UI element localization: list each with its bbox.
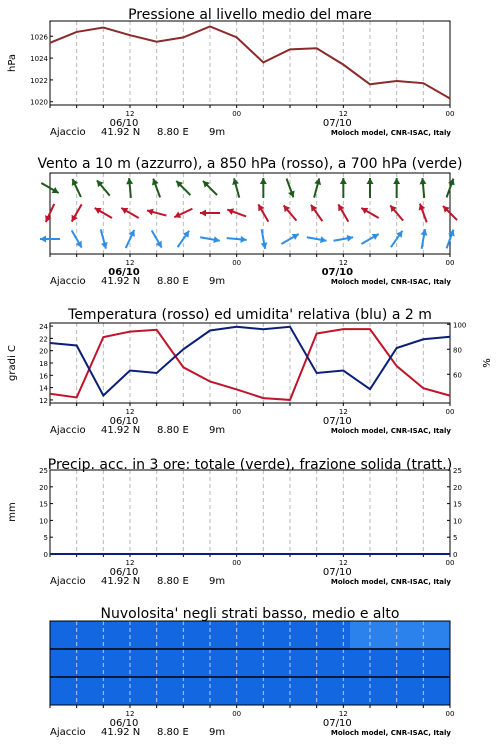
station-lat: 41.92 N [101,276,141,287]
panel-1 [7,7,454,138]
day-label: 06/10 [109,118,139,129]
arrow-head [101,242,108,249]
cloud-cell-medio [250,649,276,677]
station-name: Ajaccio [50,127,86,138]
cloud-cell-medio [125,649,151,677]
day-label: 06/10 [109,416,139,427]
y-tick-label: 15 [39,500,48,509]
y-tick-label-right: 5 [453,534,458,543]
station-name: Ajaccio [50,727,86,738]
station-name: Ajaccio [50,576,86,587]
cloud-cell-medio [50,649,76,677]
wind-arrow-700 [287,179,295,198]
cloud-cell-basso [125,677,151,705]
station-lon: 8.80 E [157,727,189,738]
humidity-line [50,327,450,396]
y-tick-label: 5 [43,534,48,543]
cloud-cell-basso [250,677,276,705]
model-credit: Moloch model, CNR-ISAC, Italy [330,729,451,737]
x-tick-label: 12 [338,408,348,416]
x-tick-label: 00 [232,110,242,118]
model-credit: Moloch model, CNR-ISAC, Italy [330,129,451,137]
cloud-cell-basso [325,677,351,705]
wind-arrow-700 [232,178,239,197]
plot-frame [50,470,450,554]
arrow-head [393,178,400,184]
y-axis-label-right: % [482,358,493,368]
wind-arrow-850 [338,204,348,221]
cloud-cell-alto [200,621,226,649]
cloud-cell-basso [200,677,226,705]
x-tick-label: 12 [125,408,135,416]
station-lat: 41.92 N [101,727,141,738]
cloud-cell-basso [425,677,451,705]
chart-title: Vento a 10 m (azzurro), a 850 hPa (rosso), a 700 hPa (verde) [37,156,463,172]
y-tick-label-right: 20 [453,483,462,492]
cloud-cell-alto [50,621,76,649]
cloud-cell-basso [175,677,201,705]
y-tick-label-right: 80 [453,346,462,355]
station-lon: 8.80 E [157,276,189,287]
chart-title: Nuvolosita' negli strati basso, medio e alto [100,606,400,622]
x-tick-label: 00 [445,559,455,567]
model-credit: Moloch model, CNR-ISAC, Italy [330,278,451,286]
y-tick-label: 24 [39,323,48,332]
x-tick-label: 12 [338,559,348,567]
y-axis-label: mm [7,502,18,522]
chart-title: Temperatura (rosso) ed umidita' relativa (blu) a 2 m [68,307,432,323]
station-name: Ajaccio [50,276,86,287]
arrow-head [200,210,206,217]
wind-arrow-700 [152,179,160,198]
cloud-cell-alto [275,621,301,649]
wind-arrow-10m [333,235,353,242]
y-tick-label: 1022 [30,76,48,85]
panel-2 [37,156,462,287]
y-tick-label: 1024 [30,55,48,64]
cloud-cell-medio [275,649,301,677]
model-credit: Moloch model, CNR-ISAC, Italy [330,578,451,586]
cloud-cell-alto [425,621,451,649]
x-tick-label: 12 [125,110,135,118]
wind-arrow-10m [261,229,268,249]
x-tick-label: 12 [125,710,135,718]
arrow-head [147,209,154,216]
y-tick-label: 16 [39,372,48,381]
cloud-cell-alto [350,621,376,649]
day-label: 06/10 [109,567,139,578]
x-tick-label: 00 [445,259,455,267]
cloud-cell-medio [325,649,351,677]
station-alt: 9m [209,425,226,436]
y-tick-label-right: 60 [453,371,462,380]
day-label: 06/10 [109,718,139,729]
plot-frame [50,21,450,105]
arrow-head [340,178,347,184]
cloud-cell-alto [175,621,201,649]
chart-title: Precip. acc. in 3 ore: totale (verde), frazione solida (tratt.) [47,457,453,473]
x-tick-label: 12 [125,559,135,567]
day-label: 06/10 [108,267,140,278]
x-tick-label: 00 [445,110,455,118]
x-tick-label: 00 [232,559,242,567]
x-tick-label: 00 [445,408,455,416]
cloud-cell-alto [125,621,151,649]
wind-arrow-700 [314,178,321,197]
cloud-cell-medio [150,649,176,677]
y-tick-label: 14 [39,384,48,393]
cloud-cell-basso [50,677,76,705]
wind-arrow-700 [393,178,400,198]
wind-arrow-700 [419,178,426,198]
station-lat: 41.92 N [101,425,141,436]
cloud-cell-basso [150,677,176,705]
station-lon: 8.80 E [157,127,189,138]
y-tick-label: 1020 [30,98,48,107]
wind-arrow-850 [72,204,82,221]
cloud-cell-basso [75,677,101,705]
station-lat: 41.92 N [101,576,141,587]
day-label: 07/10 [322,118,352,129]
station-alt: 9m [209,276,226,287]
station-alt: 9m [209,576,226,587]
day-label: 07/10 [321,267,354,278]
cloud-cell-medio [425,649,451,677]
x-tick-label: 12 [338,110,348,118]
wind-arrow-10m [447,230,455,249]
chart-title: Pressione al livello medio del mare [128,7,372,23]
panel-3 [7,307,493,436]
wind-arrow-850 [258,204,268,221]
x-tick-label: 12 [338,259,348,267]
cloud-cell-basso [300,677,326,705]
y-tick-label: 20 [39,483,48,492]
x-tick-label: 00 [232,710,242,718]
y-tick-label-right: 0 [453,551,458,559]
x-tick-label: 12 [338,710,348,718]
cloud-cell-medio [200,649,226,677]
wind-arrow-10m [361,234,378,244]
day-label: 07/10 [322,416,352,427]
panel-4 [7,457,462,587]
cloud-cell-medio [300,649,326,677]
cloud-cell-alto [325,621,351,649]
y-tick-label: 20 [39,347,48,356]
station-lon: 8.80 E [157,576,189,587]
y-tick-label: 1026 [30,33,48,42]
cloud-cell-medio [175,649,201,677]
station-name: Ajaccio [50,425,86,436]
cloud-cell-alto [400,621,426,649]
wind-arrow-700 [367,178,374,198]
cloud-cell-alto [225,621,251,649]
arrow-head [240,236,246,243]
wind-arrow-10m [101,229,108,248]
y-tick-label: 18 [39,360,48,368]
y-axis-label: hPa [7,53,18,73]
arrow-head [232,178,239,185]
cloud-cell-basso [275,677,301,705]
y-tick-label: 25 [39,467,48,475]
arrow-head [40,236,46,243]
y-tick-label: 0 [43,551,48,559]
wind-arrow-850 [419,204,427,223]
x-tick-label: 12 [125,259,135,267]
plot-frame [50,173,450,254]
cloud-cell-basso [400,677,426,705]
arrow-head [260,178,267,184]
cloud-cell-basso [350,677,376,705]
wind-arrow-700 [447,179,455,198]
wind-arrow-10m [421,229,428,249]
day-label: 07/10 [322,718,352,729]
x-tick-label: 00 [445,710,455,718]
cloud-cell-medio [350,649,376,677]
y-axis-label: gradi C [7,345,18,381]
pressure-line [50,26,450,98]
arrow-head [367,178,374,184]
panel-5 [50,606,454,738]
station-alt: 9m [209,127,226,138]
cloud-cell-alto [250,621,276,649]
y-tick-label: 22 [39,335,48,344]
cloud-cell-alto [75,621,101,649]
wind-arrow-700 [340,178,347,198]
x-tick-label: 00 [232,408,242,416]
cloud-cell-medio [225,649,251,677]
day-label: 07/10 [322,567,352,578]
station-lon: 8.80 E [157,425,189,436]
cloud-cell-medio [75,649,101,677]
wind-arrow-700 [260,178,267,198]
arrow-head [314,178,321,185]
cloud-cell-alto [300,621,326,649]
y-tick-label-right: 100 [453,321,467,330]
y-tick-label-right: 25 [453,467,462,475]
wind-arrow-700 [126,178,133,198]
cloud-cell-basso [225,677,251,705]
cloud-cell-medio [400,649,426,677]
model-credit: Moloch model, CNR-ISAC, Italy [330,427,451,435]
y-tick-label-right: 15 [453,500,462,509]
station-alt: 9m [209,727,226,738]
wind-arrow-10m [281,234,298,244]
x-tick-label: 00 [232,259,242,267]
station-lat: 41.92 N [101,127,141,138]
y-tick-label-right: 10 [453,517,462,526]
cloud-cell-alto [150,621,176,649]
y-tick-label: 12 [39,396,48,405]
arrow-head [419,178,426,184]
y-tick-label: 10 [39,517,48,526]
arrow-head [126,178,133,184]
